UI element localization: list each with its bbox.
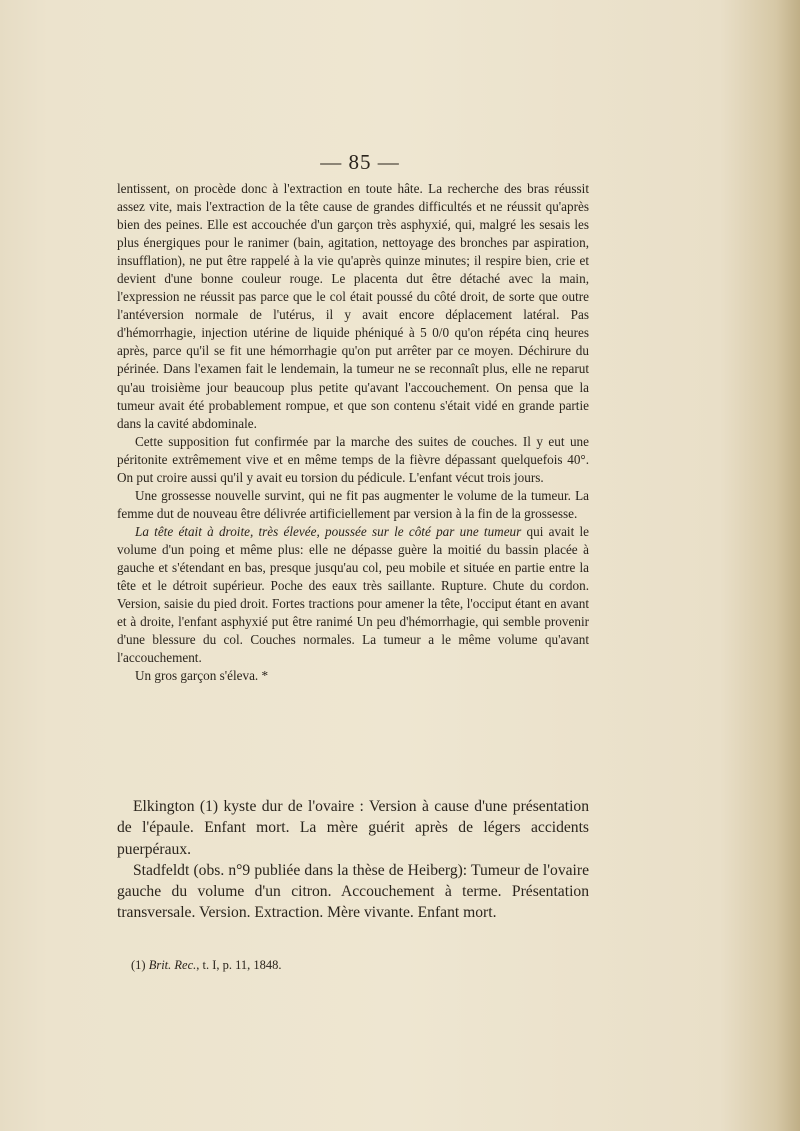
footnote <box>131 958 282 973</box>
case-elkington: Elkington (1) kyste dur de l'ovaire : Version à cause d'une présentation de l'épaule. Enfant mort. La mère guérit après de légers accidents puerpéraux. <box>117 798 589 858</box>
paragraph-5: Un gros garçon s'éleva. * <box>135 668 269 684</box>
paragraph-4-rest: qui avait le volume d'un poing et même plus: elle ne dépasse guère la moitié du bassin placée à gauche et s'étendant en bas, presque jusqu'au col, peu mobile et située en partie entre la tête et le détroit supérieur. Poche des eaux très saillante. Rupture. Chute du cordon. Version, saisie du pied droit. Fortes tractions pour amener la tête, l'occiput étant en avant et à droite, l'enfant asphyxié put être ranimé Un peu d'hémorrhagie, qui semble provenir d'une blessure du col. Couches normales. La tumeur a le même volume qu'avant l'accouchement. <box>117 523 590 666</box>
paragraph-1: lentissent, on procède donc à l'extraction en toute hâte. La recherche des bras réussit assez vite, mais l'extraction de la tête cause de grandes difficultés et ne réussit qu'après bien des peines. Elle est accouchée d'un garçon très asphyxié, qui, malgré les sesais les plus énergiques pour le ranimer (bain, agitation, nettoyage des bronches par aspiration, insufflation), ne put être rappelé à la vie qu'après quinze minutes; il respire bien, crie et devient d'une bonne couleur rouge. Le placenta dut être détaché avec la main, l'expression ne réussit pas parce que le col était poussé du côté droit, de sorte que outre l'antéversion normale de l'utérus, il y avait encore déplacement latéral. Pas d'hémorrhagie, injection utérine de liquide phéniqué à 5 0/0 qu'on répéta cinq heures après, parce qu'il se fit une hémorrhagie qu'on put arrêter par ce moyen. Déchirure du périnée. Dans l'examen fait le lendemain, la tumeur ne se reconnaît plus, elle ne reparut qu'au troisième jour beaucoup plus petite qu'avant l'accouchement. On pensa que la tumeur avait été probablement rompue, et que son contenu s'était vidé en grande partie dans la cavité abdominale. <box>117 181 589 431</box>
italic-phrase: La tête était à droite, très élevée, poussée sur le côté par une tumeur <box>135 523 522 539</box>
case-stadfeldt: Stadfeldt (obs. n°9 publiée dans la thèse de Heiberg): Tumeur de l'ovaire gauche du volume d'un citron. Accouchement à terme. Présentation transversale. Version. Extraction. Mère vivante. Enfant mort. <box>117 861 589 922</box>
footnote-journal: Brit. Rec. <box>148 958 197 972</box>
footnote-reference: , t. I, p. 11, 1848. <box>196 958 282 972</box>
paragraph-2: Cette supposition fut confirmée par la marche des suites de couches. Il y eut une péritonite extrêmement vive et en même temps de la fièvre dépassant quelquefois 40°. On put croire aussi qu'il y avait eu torsion du pédicule. L'enfant vécut trois jours. <box>117 433 589 485</box>
footnote-number: (1) <box>131 958 146 972</box>
paragraph-3: Une grossesse nouvelle survint, qui ne fit pas augmenter le volume de la tumeur. La femme dut de nouveau être délivrée artificiellement par version à la fin de la grossesse. <box>117 487 589 521</box>
page-number: — 85 — <box>320 150 400 174</box>
body-text <box>117 180 589 685</box>
case-reports <box>117 796 589 924</box>
paragraph-4 <box>117 523 589 667</box>
